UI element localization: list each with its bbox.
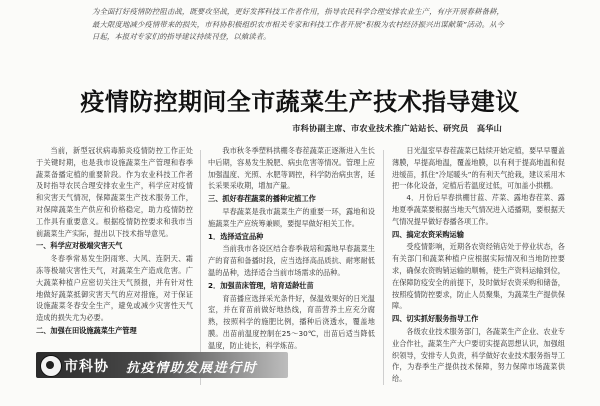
paragraph: 育苗播应选择采光条件好，保温效果好的日光温室，并在育苗前做好地热线，育苗营养土应充分腐熟，按照科学的施肥比例，播种后浇透水，覆盖地膜。出苗前温度控制在25～30℃，出苗后适当降低温度，防止徒长，科学炼苗。 [208,293,375,350]
section-heading: 四、切实抓好服务指导工作 [392,314,479,324]
subsection-heading: 1．选择适宜品种 [208,231,264,241]
banner-brand: 市科协 [64,359,109,375]
paragraph: 我市秋冬季塑料拱棚冬春茬蔬菜正逐渐进入生长中后期，容易发生脱肥、病虫危害等情况。管理上应加强温度、光照、水肥等调控，科学防治病虫害，延长采果采收期，增加产量。 [208,146,375,191]
article-column-1 [36,145,193,355]
campaign-banner [36,352,288,378]
section-heading: 一、科学应对极端灾害天气 [36,241,123,251]
article-headline: 疫情防控期间全市蔬菜生产技术指导建议 [80,87,520,116]
paragraph: 当前我市各设区结合春季栽培和露地早春蔬菜生产的育苗和备播时段，应当选择高品质抗、耐寒耐低温的品种，选择适合当前市场需求的品种。 [208,244,375,277]
section-heading: 四、搞定农资采购运输 [392,229,464,239]
paragraph: 受疫情影响，近期各农资经销店处于停业状态，各有关部门和蔬菜种植户应根据实际情况和当地防控要求，确保农资购销运输的顺畅，使生产资料运输到位，在保障防疫安全的前提下，及时做好农资采购和储备，按照疫情防控要求，防止人员聚集，为蔬菜生产提供保障。 [392,242,565,311]
paragraph: 当前，新型冠状病毒肺炎疫情防控工作正处于关键时期，也是我市设施蔬菜生产管理和春季蔬菜备播定植的重要阶段。作为农业科技工作者及时指导农民合理安排农业生产，科学应对疫情和灾害天气情况，保障蔬菜生产技术服务工作，对保障蔬菜生产供应和价格稳定，助力疫情防控工作具有重要意义。根据疫情防控要求和我市当前蔬菜生产实际，提出以下技术指导意见。 [36,146,193,238]
paragraph: 4．月份后早春拱棚甘蓝、芹菜、露地春茬菜、露地夏季蔬菜要根据当地天气情况进入适播期，要根据天气情况提早做好春播各项工作。 [392,193,565,226]
section-heading: 三、抓好春茬蔬菜的播种定植工作 [208,194,316,204]
intro-paragraph: 为全面打好疫情防控阻击战，既要攻坚战，更好发挥科技工作者作用，指导农民科学合理安排农业生产，有序开展春耕备耕，最大限度地减少疫情带来的损失，市科协积极组织农市相关专家和科技工作者开展“积极为农村经济振兴出谋献策”活动。从今日起，本报对专家们的指导建议持续刊登，以飨读者。 [92,7,504,41]
paragraph: 早春蔬菜是我市蔬菜生产的重要一环，露地和设施蔬菜生产应统筹兼顾，要提早做好相关工作。 [208,206,375,228]
banner-slogan: 抗疫情助发展进行时 [126,361,258,376]
paragraph: 冬春季常易发生阴雨寒、大风、连阴天、霜冻等极端灾害性天气，对蔬菜生产造成危害。广大蔬菜种植户应密切关注天气预报，并有针对性地做好蔬菜抵御灾害天气的应对措施，对于保证设施蔬菜冬春安全生产，避免或减少灾害性天气造成的损失尤为必要。 [36,254,193,323]
column-divider [200,150,201,385]
paragraph: 日光温室早春茬蔬菜已陆续开始定植，要早早覆盖薄膜，早提高地温，覆盖地膜，以有利于提高地温和促进缓苗，抓住“冷尾暖头”的有利天气抢栽，建议采用木把一体化设备，定植后若温度过低，可加盖小拱棚。 [392,146,565,191]
paragraph: 各级农业技术服务部门，各蔬菜生产企业、农业专业合作社，蔬菜生产大户要切实提高思想认识，加强组织领导，安排专人负责，科学做好农业技术服务指导工作，为春季生产提供技术保障，努力保障市场蔬菜供给。 [392,326,565,384]
article-byline: 市科协副主席、市农业技术推广站站长、研究员 高华山 [292,123,502,133]
subsection-heading: 2．加强苗床管理，培育适龄壮苗 [208,280,314,290]
column-divider [383,150,384,385]
article-column-3 [392,145,565,393]
section-heading: 二、加强在田设施蔬菜生产管理 [36,325,137,335]
association-logo-icon [40,355,62,377]
